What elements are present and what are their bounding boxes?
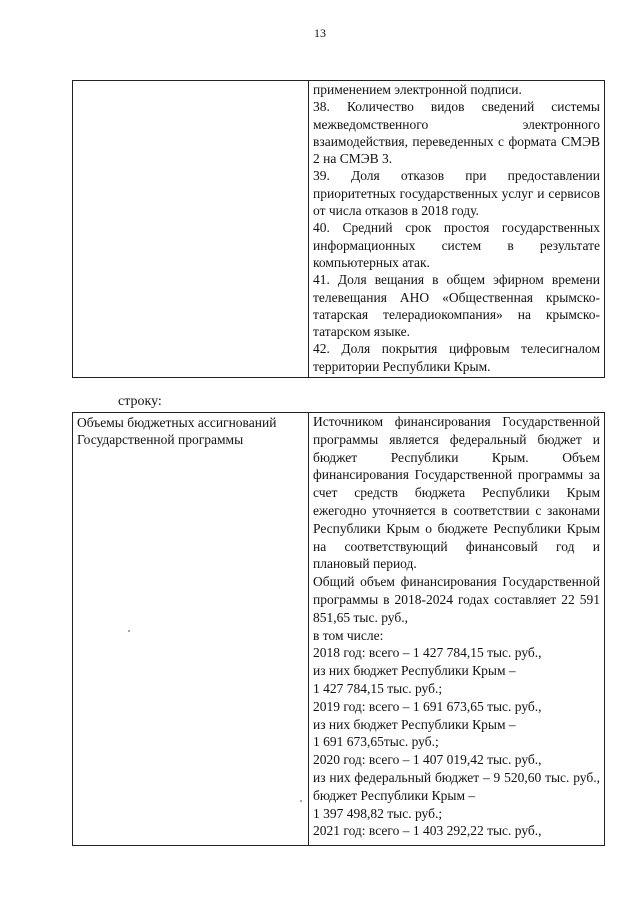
funding-line: из них федеральный бюджет – 9 520,60 тыс. руб., бюджет Республики Крым –: [313, 769, 600, 803]
funding-source-paragraph: Источником финансирования Государственной программы является федеральный бюджет и бюджет Республики Крым. Объем финансирования Государственной программы за счет средств бюджета Республики Крым ежегодно уточняется в соответствии с законами Республики Крым о бюджете Республики Крым на соответствующий финансовый год и плановый период.: [313, 414, 600, 572]
indicator-item: 41. Доля вещания в общем эфирном времени телевещания АНО «Общественная крымско-татарская телерадиокомпания» на крымско-татарском языке.: [313, 272, 600, 340]
funding-line: в том числе:: [313, 627, 384, 643]
table1-left-cell: [73, 81, 309, 377]
scan-speck: [300, 800, 302, 802]
indicator-item: 38. Количество видов сведений системы межведомственного электронного взаимодействия, переведенных с формата СМЭВ 2 на СМЭВ 3.: [313, 99, 600, 167]
indicator-item: 42. Доля покрытия цифровым телесигналом территории Республики Крым.: [313, 341, 600, 374]
funding-line: 1 427 784,15 тыс. руб.;: [313, 680, 443, 696]
table-budget: [72, 412, 605, 846]
scan-speck: [128, 630, 130, 632]
indicator-item: применением электронной подписи.: [313, 82, 522, 97]
table2-right-cell: [309, 413, 604, 845]
funding-line: 2020 год: всего – 1 407 019,42 тыс. руб.,: [313, 752, 542, 768]
table-continuation: [72, 80, 605, 378]
funding-line: из них бюджет Республики Крым –: [313, 716, 516, 732]
funding-line: 2021 год: всего – 1 403 292,22 тыс. руб.,: [313, 823, 542, 839]
funding-line: из них бюджет Республики Крым –: [313, 663, 516, 679]
label-stroku: строку:: [118, 394, 162, 409]
table1-right-cell: [309, 81, 604, 377]
page-number: 13: [314, 26, 326, 40]
funding-line: 1 691 673,65тыс. руб.;: [313, 734, 439, 750]
table2-left-cell: Объемы бюджетных ассигнований Государственной программы: [73, 413, 309, 845]
indicator-item: 39. Доля отказов при предоставлении приоритетных государственных услуг и сервисов от числа отказов в 2018 году.: [313, 168, 600, 219]
indicator-item: 40. Средний срок простоя государственных информационных систем в результате компьютерных атак.: [313, 220, 600, 270]
funding-line: 2019 год: всего – 1 691 673,65 тыс. руб.,: [313, 698, 542, 714]
funding-line: 2018 год: всего – 1 427 784,15 тыс. руб.,: [313, 645, 542, 661]
funding-line: 1 397 498,82 тыс. руб.;: [313, 805, 443, 821]
total-funding-paragraph: Общий объем финансирования Государственной программы в 2018-2024 годах составляет 22 591 851,65 тыс. руб.,: [313, 574, 600, 625]
